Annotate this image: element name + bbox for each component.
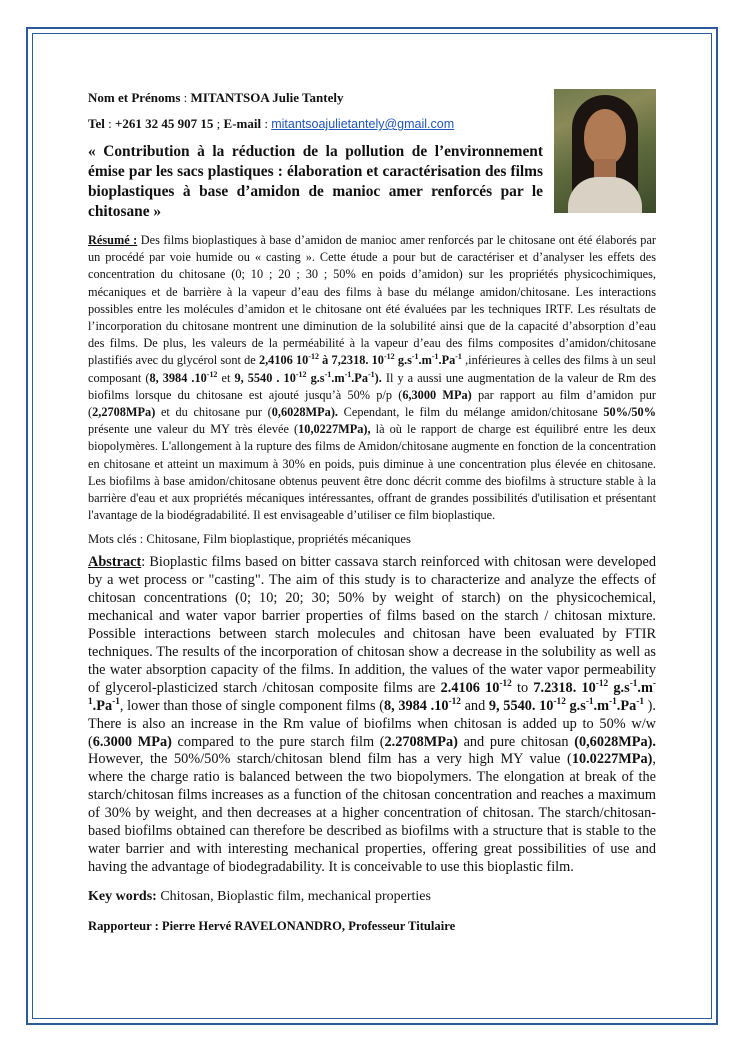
mots-cles-line: Mots clés : Chitosane, Film bioplastique, propriétés mécaniques (88, 532, 411, 547)
key-words-line: Key words: Chitosan, Bioplastic film, mechanical properties (88, 888, 431, 904)
resume-paragraph: Résumé : Des films bioplastiques à base d’amidon de manioc amer renforcés par le chitosane ont été élaborés par un procédé par voie humide ou « casting ». Cette étude a pour but de caractériser et d’analyser les effets des concentration du chitosane (0; 10 ; 20 ; 30 ; 50% en poids d’amidon) sur les propriétés physicochimiques, mécaniques et de barrière à la vapeur d’eau des films à base du mélange amidon/chitosane. Les interactions possibles entre les molécules d’amidon et le chitosane ont été évaluées par les techniques IRTF. Les résultats de l’incorporation du chitosane montrent une diminution de la solubilité ainsi que de la capacité d’absorption d’eau des films. De plus, les valeurs de la perméabilité à la vapeur d’eau des films composites d’amidon/chitosane plastifiés avec du glycérol sont de 2,4106 $10^{-12}$ à 7,2318. $10^{-12}$ $g.s^{-1}.m^{-1}.Pa^{-1}$ ,inférieures à celles des films à un seul composant (8, 3984 $.10^{-12}$ et 9, 5540 . $10^{-12}$ $g.s^{-1}.m^{-1}.Pa^{-1}$). Il y a aussi une augmentation de la valeur de Rm des biofilms lorsque du chitosane est ajouté jusqu’à 50% p/p (6,3000 MPa) par rapport au film d’amidon pur (2,2708MPa) et du chitosane pur (0,6028MPa). Cependant, le film du mélange amidon/chitosane 50%/50% présente une valeur du MY très élevée (10,0227MPa), là où le rapport de charge est équilibré entre les deux biopolymères. L'allongement à la rupture des films de Amidon/chitosane augmente en fonction de la concentration en chitosane et atteint un maximum à 30% en poids, puis diminue à une concentration plus élevée en chitosane. Les biofilms à base amidon/chitosane obtenus peuvent être donc décrit comme des biofilms à structure stable à la barrière d'eau et aux propriétés mécaniques intéressantes, offrant de grandes possibilités d'utilisation et présentant l'avantage de la biodégradabilité. Il est envisageable d’utiliser ce film bioplastique. (88, 233, 657, 523)
thesis-title: « Contribution à la réduction de la pollution de l’environnement émise par les sacs plastiques : élaboration et caractérisation des films bioplastiques à base d’amidon de manioc amer renforcés par le chitosane » (88, 143, 543, 220)
document-body (88, 86, 656, 935)
rapporteur-line: Rapporteur : Pierre Hervé RAVELONANDRO, Professeur Titulaire (88, 918, 456, 933)
abstract-paragraph: Abstract: Bioplastic films based on bitter cassava starch reinforced with chitosan were developed by a wet process or "casting". The aim of this study is to characterize and analyze the effects of chitosan concentrations (0; 10; 20; 30; 50% by weight of starch) on the physicochemical, mechanical and water vapor barrier properties of films based on the starch / chitosan mixture. Possible interactions between starch molecules and chitosan have been evaluated by FTIR techniques. The results of the incorporation of chitosan show a decrease in the solubility as well as the water absorption capacity of the films. In addition, the values of the water vapor permeability of glycerol-plasticized starch /chitosan composite films are 2.4106 $10^{-12}$ to 7.2318. $10^{-12}$ $g.s^{-1}.m^{-1}.Pa^{-1}$, lower than those of single component films (8, 3984 $.10^{-12}$ and 9, 5540. $10^{-12}$ $g.s^{-1}.m^{-1}.Pa^{-1}$ ). There is also an increase in the Rm value of biofilms when chitosan is added up to 50% w/w (6.3000 MPa) compared to the pure starch film (2.2708MPa) and pure chitosan (0,6028MPa). However, the 50%/50% starch/chitosan blend film has a very high MY value (10.0227MPa), where the charge ratio is balanced between the two biopolymers. The elongation at break of the starch/chitosan films increases as a function of the chitosan concentration and reaches a maximum of 30% by weight, and then decreases at a higher concentration of chitosan. The starch/chitosan-based biofilms obtained can therefore be described as biofilms with a structure that is stable to the water barrier and with interesting mechanical properties, offering great possibilities of use and having the advantage of biodegradability. It is conceivable to use this bioplastic film. (88, 554, 656, 875)
phone-number: +261 32 45 907 15 (114, 116, 214, 131)
author-name-line: Nom et Prénoms : MITANTSOA Julie Tantely (88, 90, 344, 105)
abstract-heading: Abstract (88, 554, 142, 571)
email-link[interactable]: mitantsoajulietantely@gmail.com (271, 117, 455, 131)
contact-line: Tel : +261 32 45 907 15 ; E-mail : mitantsoajulietantely@gmail.com (88, 116, 455, 131)
author-name: MITANTSOA Julie Tantely (190, 90, 344, 105)
resume-heading: Résumé : (88, 233, 138, 247)
